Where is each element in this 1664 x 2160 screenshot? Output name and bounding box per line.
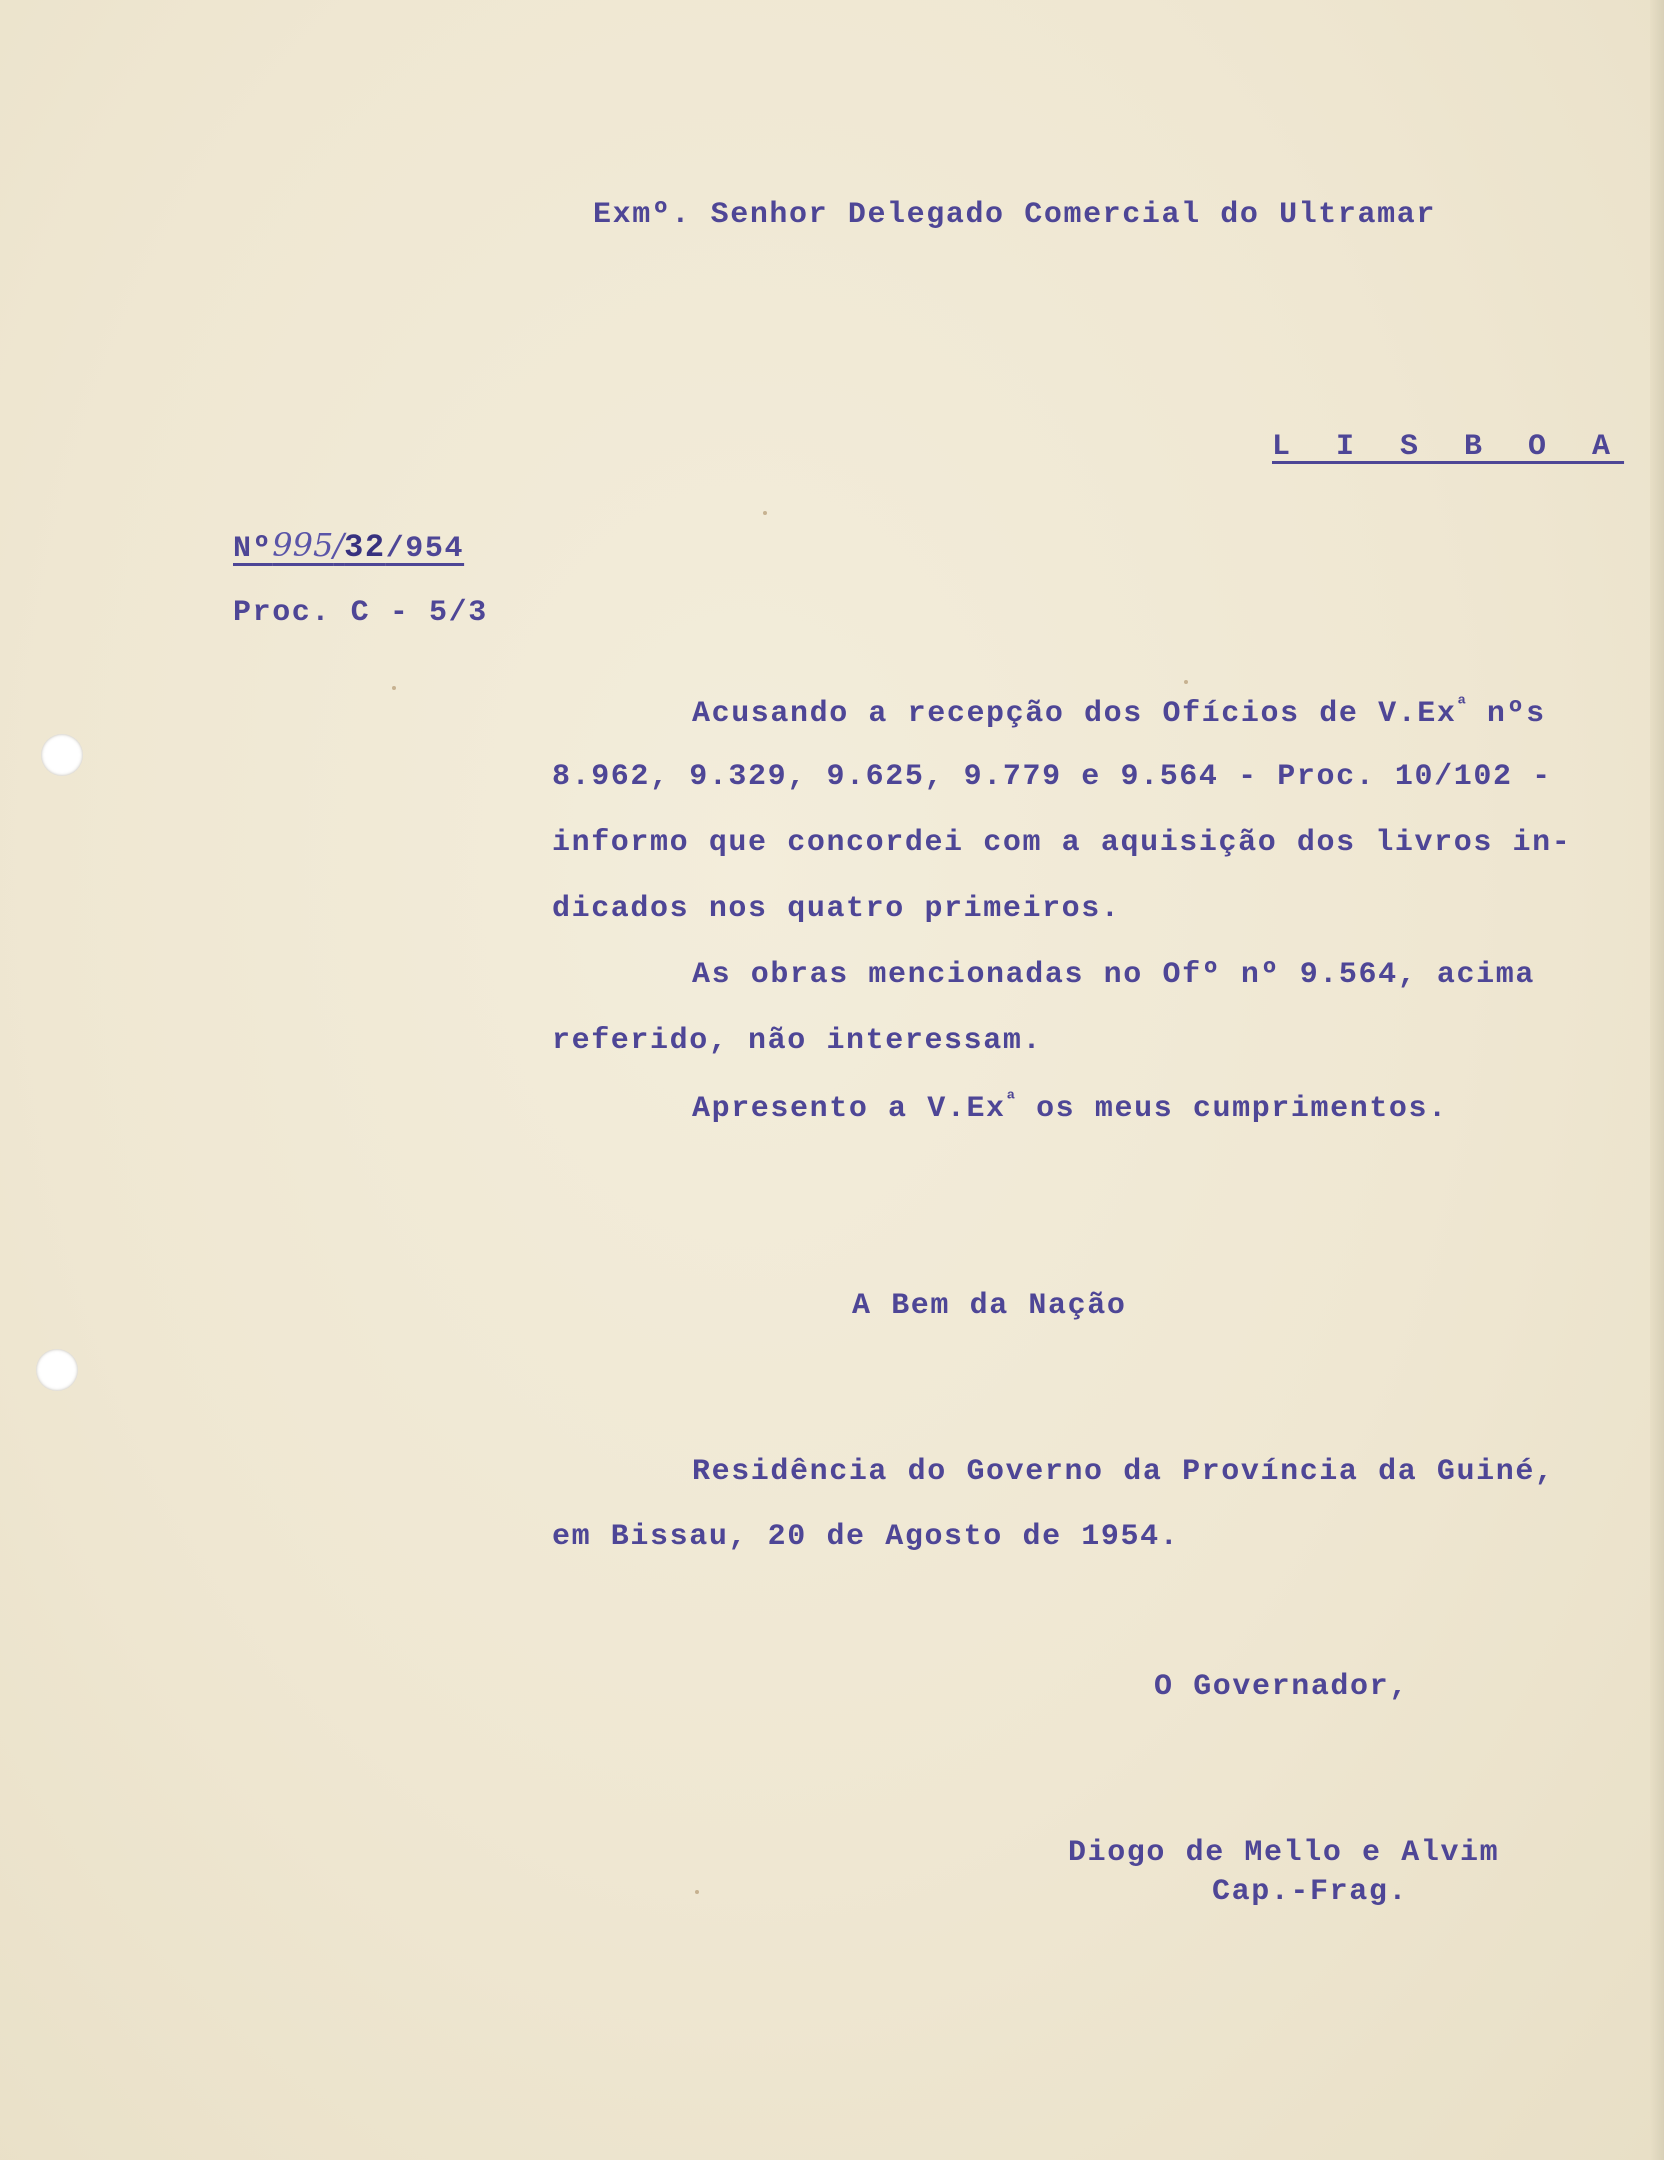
body-line-7 [692,1090,1448,1126]
signatory-rank: Cap.-Frag. [1212,1875,1409,1909]
punch-hole-bottom [36,1349,78,1391]
body-line-7-end: os meus cumprimentos. [1016,1092,1448,1126]
punch-hole-top [41,734,83,776]
body-line-1-text: Acusando a recepção dos Ofícios de V.Ex [692,697,1457,731]
reference-overwritten: 32 [344,529,386,566]
body-line-1 [692,695,1546,731]
process-reference: Proc. C - 5/3 [233,596,488,630]
paper-edge [1650,0,1664,2160]
place-date-line-2: em Bissau, 20 de Agosto de 1954. [552,1520,1180,1554]
body-line-5: As obras mencionadas no Ofº nº 9.564, acima [692,958,1535,992]
body-line-1-end: nºs [1467,697,1546,731]
reference-separator: / [333,526,345,564]
paper-fleck [695,1890,699,1894]
signoff: O Governador, [1154,1670,1409,1704]
salutation: A Bem da Nação [852,1289,1127,1323]
body-line-1-superscript: ª [1456,695,1468,715]
signatory-name: Diogo de Mello e Alvim [1068,1836,1500,1870]
paper-fleck [1184,680,1188,684]
place-date-line-1: Residência do Governo da Província da Guiné, [692,1455,1555,1489]
reference-prefix: Nº [233,532,273,566]
reference-number [233,526,464,566]
body-line-3: informo que concordei com a aquisição dos livros in- [552,826,1572,860]
body-line-6: referido, não interessam. [552,1024,1043,1058]
paper-fleck [392,686,396,690]
body-line-2: 8.962, 9.329, 9.625, 9.779 e 9.564 - Proc. 10/102 - [552,760,1552,794]
destination-city: L I S B O A [1272,430,1625,464]
reference-handwritten-number: 995 [272,526,334,564]
addressee: Exmº. Senhor Delegado Comercial do Ultramar [593,198,1436,232]
body-line-7-superscript: ª [1005,1090,1017,1110]
reference-year: /954 [385,532,465,566]
paper-fleck [763,511,767,515]
body-line-4: dicados nos quatro primeiros. [552,892,1121,926]
body-line-7-text: Apresento a V.Ex [692,1092,1006,1126]
